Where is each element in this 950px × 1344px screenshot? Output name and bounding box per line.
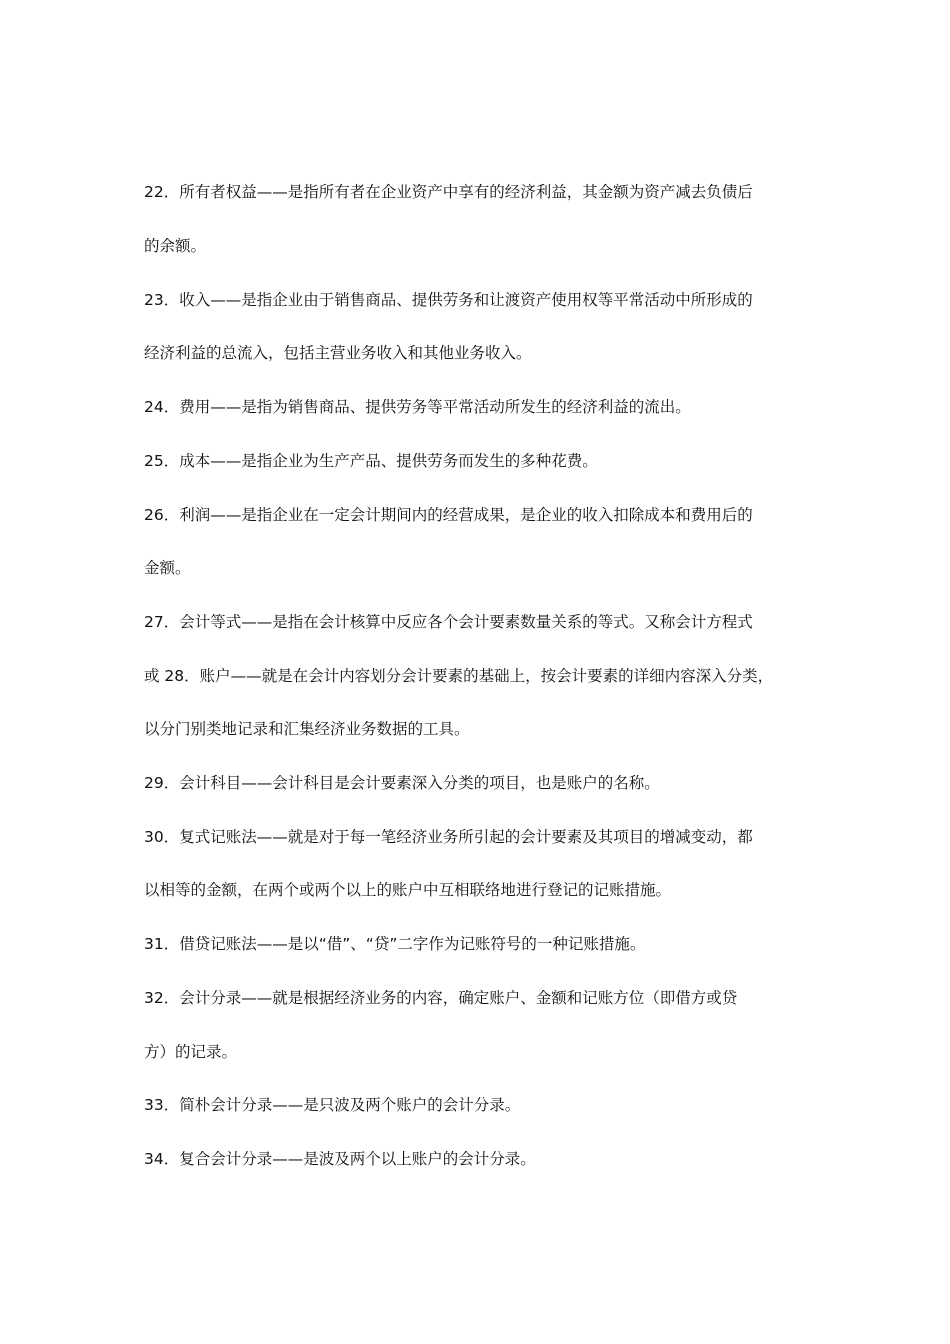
text-line: 29．会计科目——会计科目是会计要素深入分类的项目，也是账户的名称。 (144, 774, 660, 792)
text-line: 经济利益的总流入，包括主营业务收入和其他业务收入。 (144, 344, 532, 362)
text-line: 26．利润——是指企业在一定会计期间内的经营成果，是企业的收入扣除成本和费用后的 (144, 506, 753, 524)
text-line: 33．简朴会计分录——是只波及两个账户的会计分录。 (144, 1096, 521, 1114)
text-line: 31．借贷记账法——是以“借”、“贷”二字作为记账符号的一种记账措施。 (144, 935, 646, 953)
text-line: 22．所有者权益——是指所有者在企业资产中享有的经济利益，其金额为资产减去负债后 (144, 183, 753, 201)
text-line: 30．复式记账法——就是对于每一笔经济业务所引起的会计要素及其项目的增减变动，都 (144, 828, 753, 846)
text-line: 以分门别类地记录和汇集经济业务数据的工具。 (144, 720, 470, 738)
text-line: 方）的记录。 (144, 1043, 238, 1061)
text-line: 金额。 (144, 559, 191, 577)
text-line: 27．会计等式——是指在会计核算中反应各个会计要素数量关系的等式。又称会计方程式 (144, 613, 753, 631)
text-line: 32．会计分录——就是根据经济业务的内容，确定账户、金额和记账方位（即借方或贷 (144, 989, 738, 1007)
text-line: 34．复合会计分录——是波及两个以上账户的会计分录。 (144, 1150, 536, 1168)
text-line: 23．收入——是指企业由于销售商品、提供劳务和让渡资产使用权等平常活动中所形成的 (144, 291, 753, 309)
text-line: 的余额。 (144, 237, 207, 255)
text-line: 25．成本——是指企业为生产产品、提供劳务而发生的多种花费。 (144, 452, 598, 470)
text-line: 或 28．账户——就是在会计内容划分会计要素的基础上，按会计要素的详细内容深入分类， (144, 667, 774, 685)
text-line: 以相等的金额，在两个或两个以上的账户中互相联络地进行登记的记账措施。 (144, 881, 672, 899)
text-line: 24．费用——是指为销售商品、提供劳务等平常活动所发生的经济利益的流出。 (144, 398, 691, 416)
